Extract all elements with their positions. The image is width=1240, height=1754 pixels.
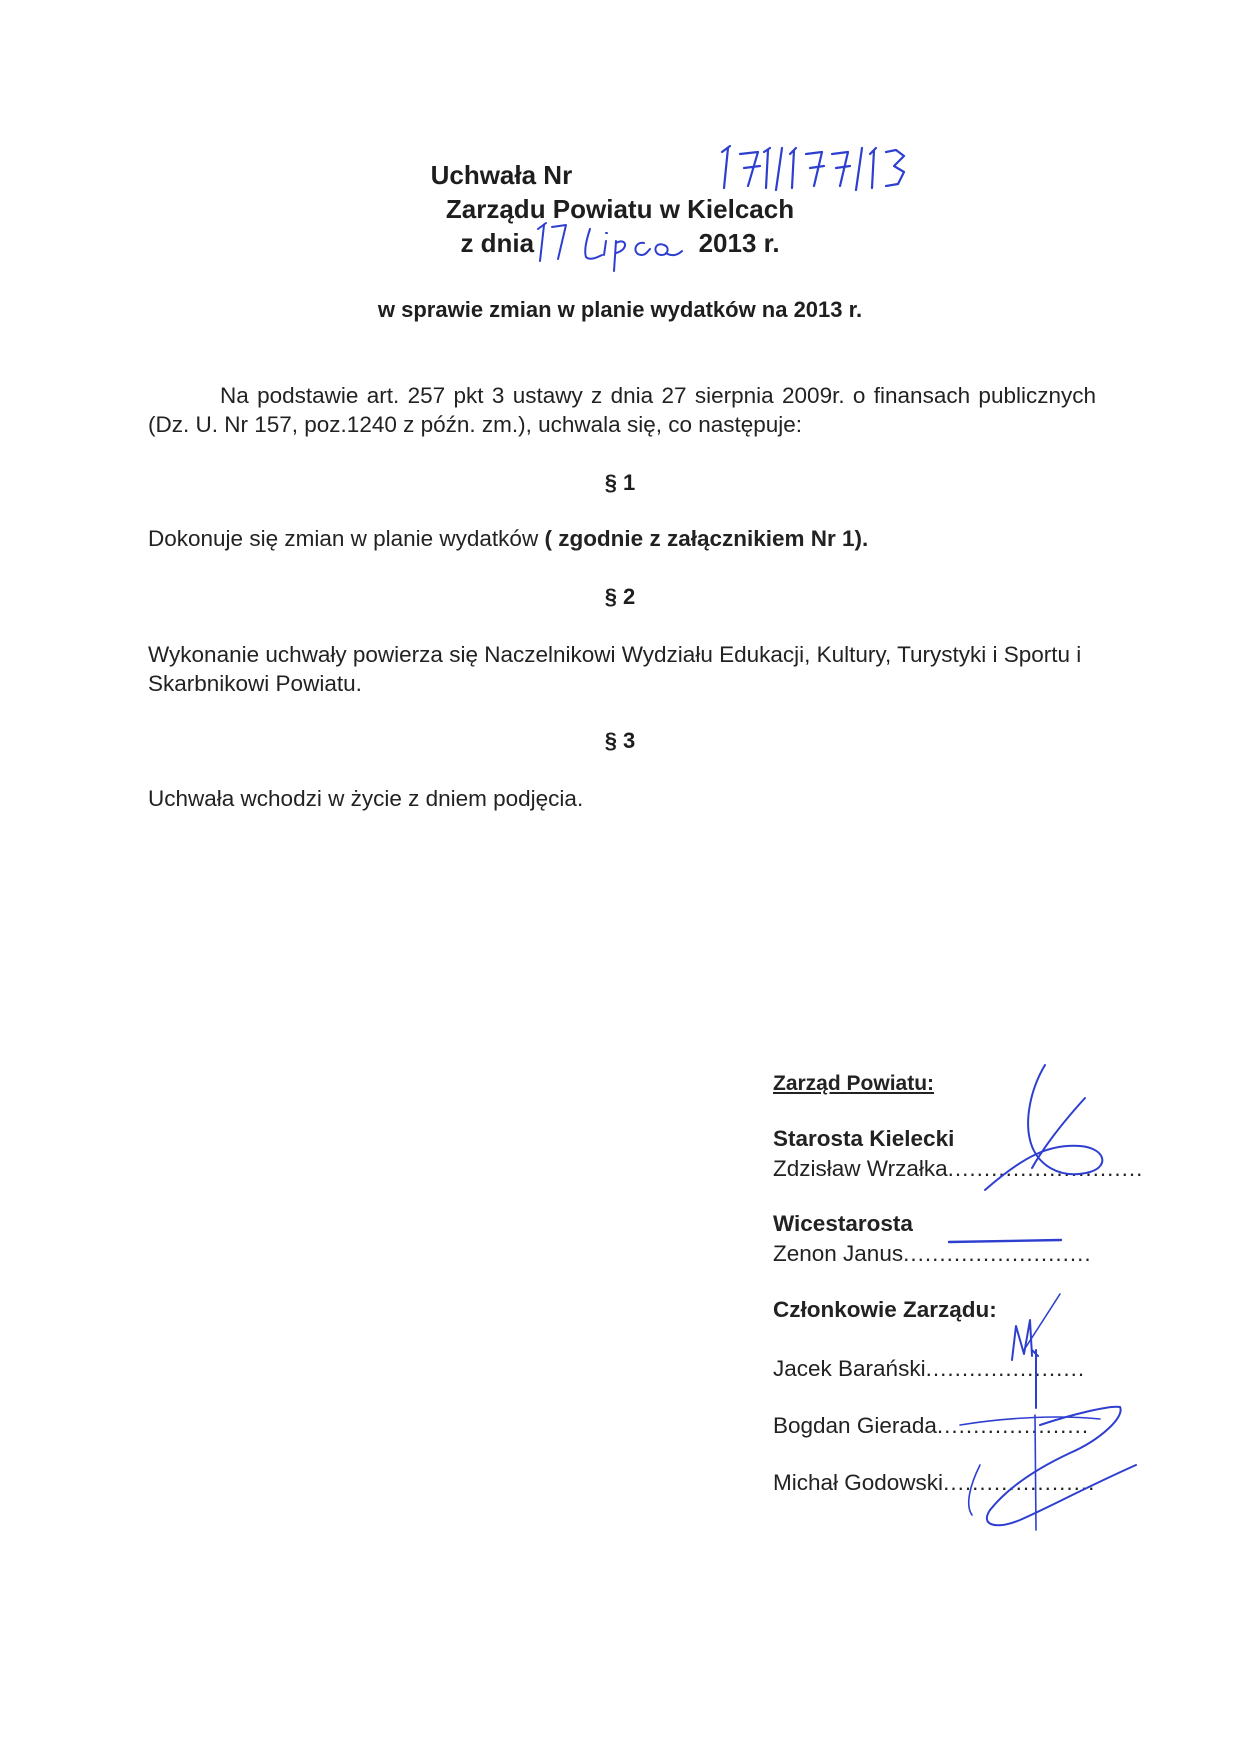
resolution-number-line	[0, 160, 1240, 191]
section-3-heading: § 3	[604, 728, 636, 753]
preamble: Na podstawie art. 257 pkt 3 ustawy z dnia 27 sierpnia 2009r. o finansach publicznych (Dz. U. Nr 157, poz.1240 z późn. zm.), uchwala się, co następuje:	[148, 383, 1096, 437]
board-name-line: Zarządu Powiatu w Kielcach	[445, 194, 795, 224]
date-prefix: z dnia	[460, 228, 535, 258]
signature-starosta	[970, 1060, 1110, 1200]
signature-vice	[945, 1230, 1065, 1250]
member-3-name: Michał Godowski	[773, 1470, 944, 1495]
section-1-text-bold: ( zgodnie z załącznikiem Nr 1).	[544, 526, 869, 551]
vice-name: Zenon Janus	[773, 1241, 904, 1266]
signature-member-1	[1000, 1290, 1070, 1410]
resolution-subject: w sprawie zmian w planie wydatków na 2013 r.	[377, 297, 863, 322]
starosta-dots: ...........................	[947, 1156, 1144, 1181]
member-2-name: Bogdan Gierada	[773, 1413, 937, 1438]
date-year: 2013 r.	[698, 228, 780, 258]
section-1-text-plain: Dokonuje się zmian w planie wydatków	[148, 526, 545, 551]
section-1-text	[148, 524, 1096, 553]
board-title: Zarząd Powiatu:	[773, 1072, 935, 1095]
section-1-heading: § 1	[604, 470, 636, 495]
starosta-name: Zdzisław Wrzałka	[773, 1156, 948, 1181]
member-2-dots: .....................	[936, 1413, 1090, 1438]
handwritten-resolution-number	[710, 140, 940, 195]
member-1-dots: ......................	[925, 1356, 1086, 1381]
member-3-dots: .....................	[943, 1470, 1096, 1495]
members-title: Członkowie Zarządu:	[773, 1297, 997, 1322]
section-2-text: Wykonanie uchwały powierza się Naczelnikowi Wydziału Edukacji, Kultury, Turystyki i Sportu i Skarbnikowi Powiatu.	[148, 642, 1082, 696]
section-3-text: Uchwała wchodzi w życie z dniem podjęcia.	[148, 786, 584, 811]
handwritten-date	[532, 215, 692, 273]
signature-members-2-3	[950, 1395, 1140, 1535]
vice-title: Wicestarosta	[773, 1211, 913, 1236]
starosta-title: Starosta Kielecki	[773, 1126, 955, 1151]
resolution-label: Uchwała Nr	[430, 160, 573, 190]
section-2-heading: § 2	[604, 584, 636, 609]
vice-dots: ..........................	[903, 1241, 1092, 1266]
member-1-name: Jacek Barański	[773, 1356, 926, 1381]
